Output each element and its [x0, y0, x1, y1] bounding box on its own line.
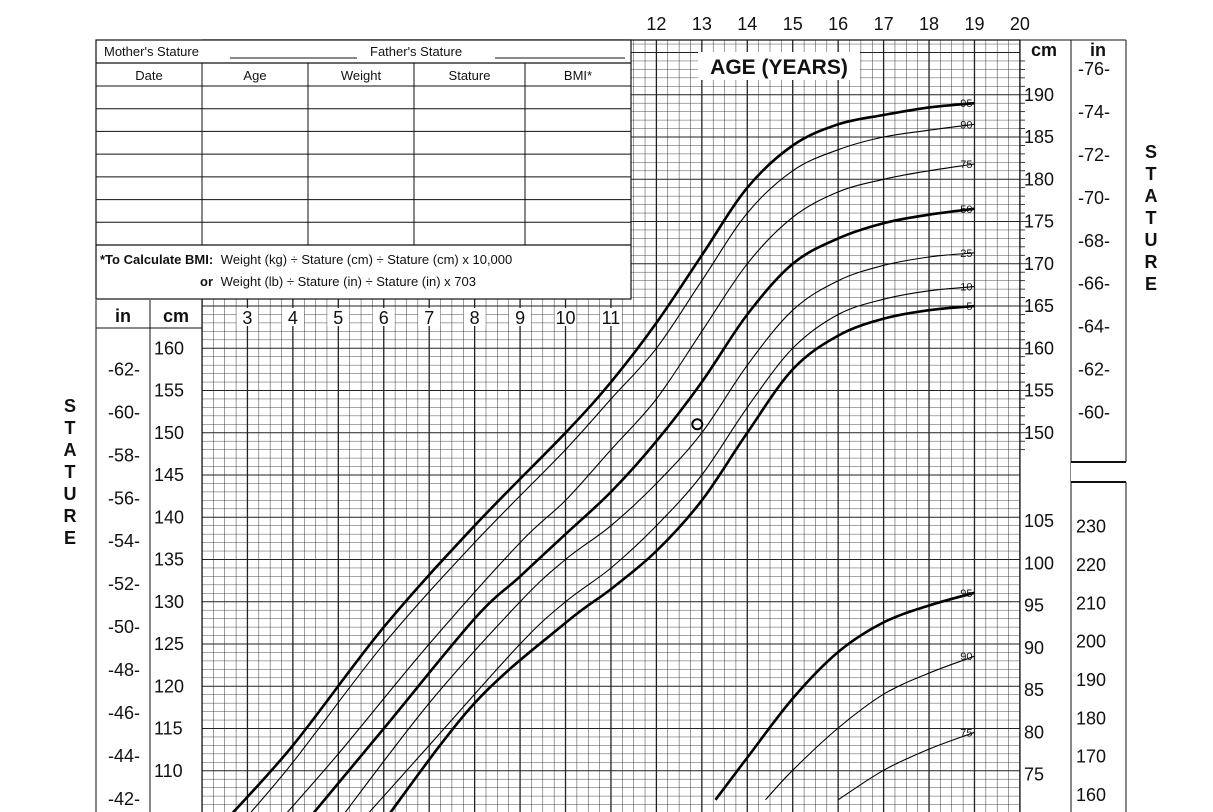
in-tick-right: -76-	[1078, 59, 1111, 80]
cm-tick-left: 135	[154, 549, 185, 570]
in-tick-left: -44-	[108, 745, 141, 766]
in-tick-left: -56-	[108, 488, 141, 509]
stature-label-p90: 90	[960, 119, 973, 132]
svg-text:or Weight (lb) ÷ Stature	[200, 274, 476, 289]
stature-label-p5: 5	[966, 301, 973, 313]
unit-cm-left: cm	[162, 306, 190, 326]
age-tick-inner: 11	[601, 308, 621, 328]
kg-tick-right: 80	[1024, 722, 1045, 743]
stature-side-label-right: S T A T U R E	[1144, 142, 1158, 294]
stature-side-label-left: S T A T U R E	[63, 396, 77, 548]
in-tick-left: -62-	[108, 359, 141, 380]
weight-curve-p95	[716, 593, 975, 800]
table-col-header: Weight	[340, 68, 382, 83]
in-tick-right: -64-	[1078, 316, 1111, 337]
lb-tick-right: 210	[1076, 593, 1107, 614]
mother-stature-label: Mother's Stature	[104, 44, 199, 59]
in-tick-right: -72-	[1078, 144, 1111, 165]
weight-label-p75: 75	[960, 727, 973, 740]
in-tick-left: -42-	[108, 788, 141, 809]
record-table	[96, 40, 631, 299]
cm-tick-left: 115	[154, 718, 183, 739]
age-tick-inner: 7	[424, 308, 435, 328]
cm-tick-left: 145	[154, 465, 185, 485]
table-col-header: BMI*	[563, 68, 593, 83]
stature-label-p75: 75	[960, 159, 973, 172]
father-stature-label: Father's Stature	[370, 44, 463, 59]
age-axis-title: AGE (YEARS)	[710, 56, 848, 79]
stature-label-p25: 25	[960, 247, 973, 260]
in-tick-left: -54-	[108, 531, 141, 552]
age-tick-top: 13	[691, 14, 712, 34]
age-tick-top: 12	[646, 14, 667, 34]
table-col-header: Age	[243, 68, 267, 83]
age-tick-top: 14	[737, 14, 758, 34]
cm-tick-right: 180	[1024, 169, 1055, 190]
age-tick-inner: 6	[378, 308, 389, 328]
stature-label-p95: 95	[960, 98, 973, 111]
weight-label-p90: 90	[960, 651, 973, 664]
cm-tick-left: 110	[154, 760, 183, 781]
lb-tick-right: 220	[1076, 555, 1107, 576]
age-tick-top: 17	[873, 14, 894, 34]
curve-labels	[960, 98, 972, 739]
in-tick-left: -58-	[108, 445, 141, 466]
cm-tick-right: 155	[1024, 380, 1055, 401]
stature-label-p50: 50	[960, 203, 973, 216]
kg-tick-right: 100	[1024, 553, 1055, 574]
in-tick-left: -60-	[108, 402, 141, 423]
lb-tick-right: 180	[1076, 708, 1107, 729]
in-tick-left: -46-	[108, 702, 141, 723]
age-tick-inner: 3	[242, 308, 253, 328]
kg-tick-right: 75	[1024, 764, 1045, 785]
age-tick-top: 18	[919, 14, 940, 34]
table-col-header: Date	[135, 68, 163, 83]
cm-tick-right: 150	[1024, 422, 1055, 443]
kg-tick-right: 90	[1024, 637, 1045, 658]
kg-tick-right: 105	[1024, 511, 1055, 531]
weight-label-p95: 95	[960, 587, 973, 600]
in-tick-right: -70-	[1078, 187, 1111, 208]
cm-tick-right: 165	[1024, 296, 1055, 316]
unit-in-left: in	[115, 306, 131, 326]
age-tick-top: 15	[782, 14, 803, 34]
svg-text:*To Calculate BMI: Weigh	[100, 252, 512, 267]
cm-tick-left: 120	[154, 676, 185, 697]
cm-tick-left: 160	[154, 338, 185, 359]
age-tick-top: 16	[828, 14, 849, 34]
bmi-note-line2: Weight (lb) ÷ Stature (in) ÷ Stature (in) x 703	[220, 274, 476, 289]
cm-tick-left: 140	[154, 507, 185, 528]
bmi-note-or: or	[200, 274, 213, 289]
unit-cm-right: cm	[1030, 40, 1058, 60]
age-tick-inner: 5	[333, 308, 344, 328]
age-tick-inner: 10	[555, 308, 576, 328]
kg-tick-right: 85	[1024, 680, 1045, 700]
age-tick-inner: 8	[469, 308, 480, 328]
age-tick-top: 19	[964, 14, 985, 34]
lb-tick-right: 170	[1076, 746, 1107, 767]
table-col-header: Stature	[448, 68, 491, 83]
stature-label-p10: 10	[960, 281, 973, 294]
cm-tick-left: 130	[154, 591, 185, 612]
in-tick-left: -50-	[108, 617, 141, 638]
lb-tick-right: 230	[1076, 516, 1107, 537]
unit-in-right: in	[1090, 40, 1106, 60]
cm-tick-right: 190	[1024, 84, 1055, 105]
lb-tick-right: 190	[1076, 670, 1107, 690]
bmi-note-line1: Weight (kg) ÷ Stature (cm) ÷ Stature (cm) x 10,000	[220, 252, 513, 267]
cm-tick-left: 150	[154, 422, 185, 443]
age-tick-top: 20	[1009, 14, 1030, 34]
cm-tick-right: 170	[1024, 253, 1055, 274]
cm-tick-left: 155	[154, 380, 185, 401]
age-tick-inner: 9	[515, 308, 526, 328]
cm-tick-right: 175	[1024, 211, 1055, 232]
in-tick-right: -62-	[1078, 359, 1111, 380]
in-tick-left: -52-	[108, 574, 141, 595]
in-tick-left: -48-	[108, 660, 141, 681]
bmi-note-bold: *To Calculate BMI:	[100, 252, 214, 267]
cm-tick-right: 160	[1024, 338, 1055, 359]
age-tick-inner: 4	[287, 308, 298, 328]
cm-tick-left: 125	[154, 634, 185, 654]
in-tick-right: -74-	[1078, 101, 1111, 122]
in-tick-right: -60-	[1078, 402, 1111, 423]
kg-tick-right: 95	[1024, 595, 1045, 616]
lb-tick-right: 200	[1076, 631, 1107, 652]
cm-tick-right: 185	[1024, 127, 1055, 147]
lb-tick-right: 160	[1076, 784, 1107, 805]
in-tick-right: -68-	[1078, 230, 1111, 251]
in-tick-right: -66-	[1078, 273, 1111, 294]
